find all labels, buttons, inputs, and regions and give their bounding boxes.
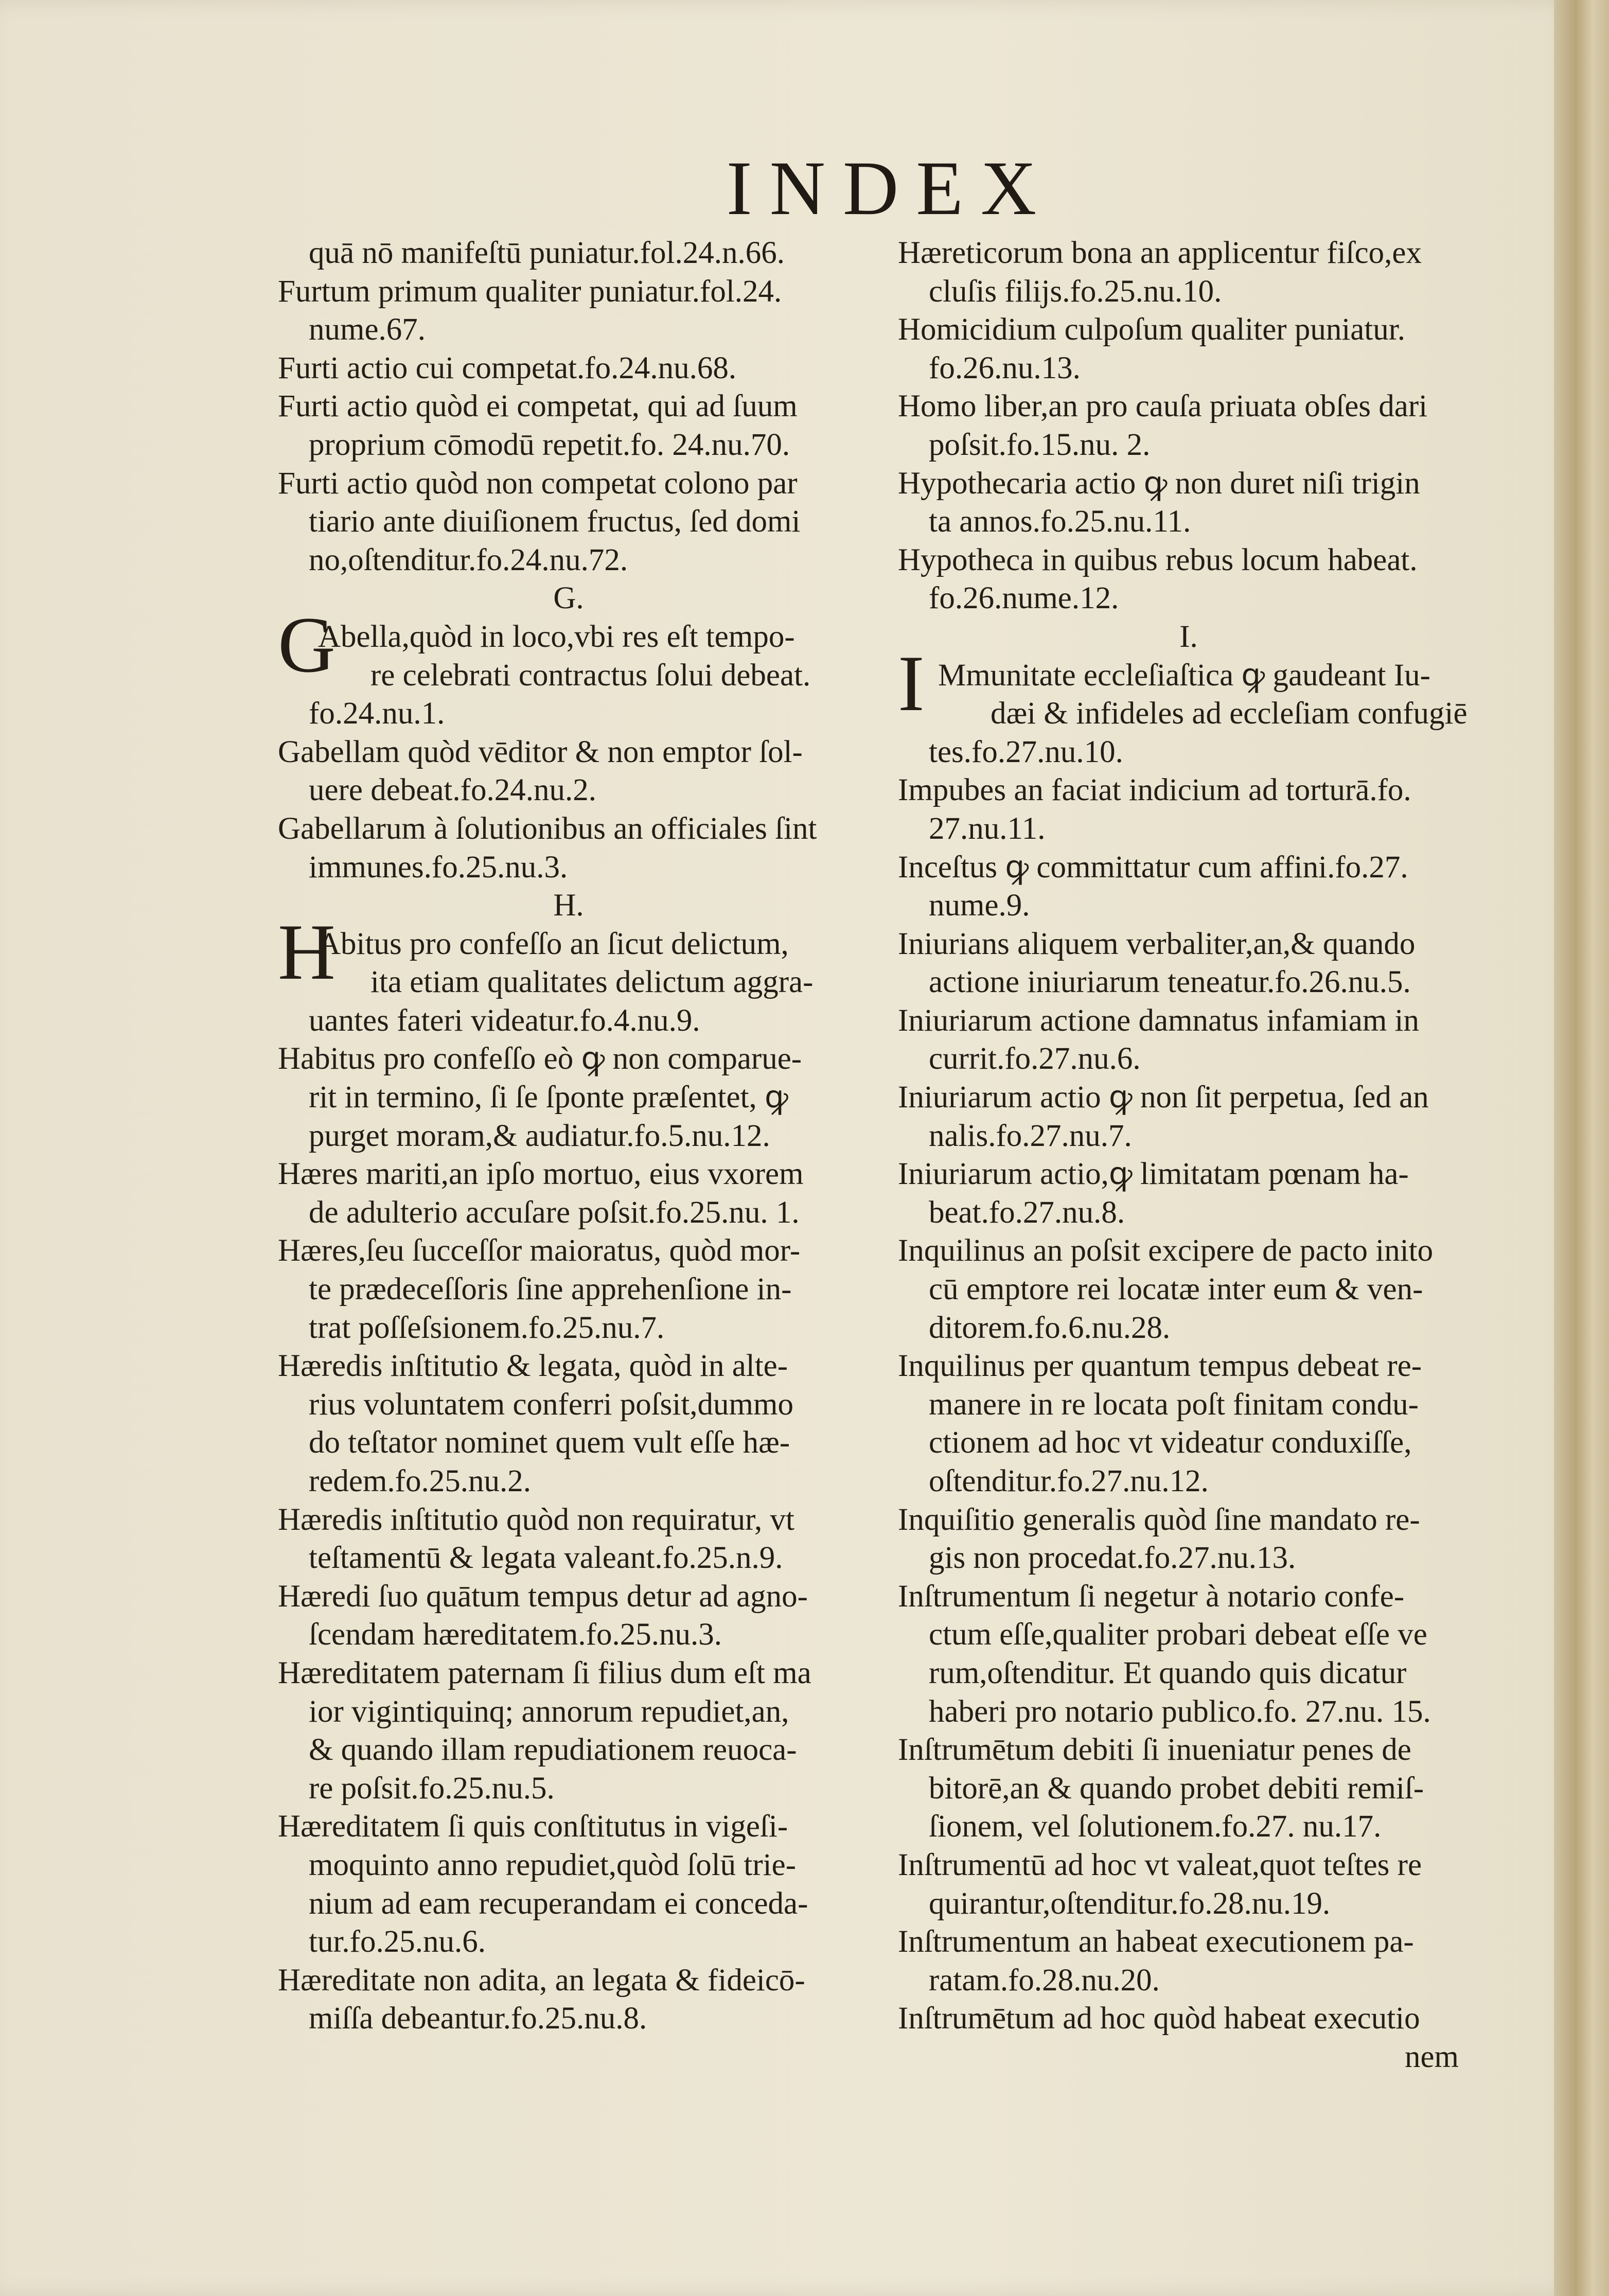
index-entry: nalis.fo.27.nu.7. — [929, 1118, 1132, 1153]
index-entry: Furti actio quòd ei competat, qui ad ſuum — [278, 389, 798, 424]
index-entry: nium ad eam recuperandam ei conceda- — [309, 1886, 808, 1921]
index-entry: Iniuriarum actio ꝙ non ſit perpetua, ſed an — [898, 1080, 1429, 1115]
index-entry: nume.9. — [929, 888, 1030, 923]
index-entry: cluſis filijs.fo.25.nu.10. — [929, 274, 1222, 309]
index-entry: fo.26.nu.13. — [929, 350, 1081, 385]
index-entry: Hæres mariti,an ipſo mortuo, eius vxorem — [278, 1157, 804, 1192]
index-entry: Impubes an faciat indicium ad torturā.fo. — [898, 773, 1411, 808]
index-entry: Hæreditatem paternam ſi filius dum eſt ma — [278, 1655, 811, 1690]
index-entry: Homicidium culpoſum qualiter puniatur. — [898, 312, 1406, 347]
index-entry: Hæredis inſtitutio & legata, quòd in alte- — [278, 1349, 788, 1384]
index-entry: dæi & infideles ad eccleſiam confugiē — [991, 696, 1467, 731]
index-entry: tiario ante diuiſionem fructus, ſed domi — [309, 504, 801, 539]
index-entry: Gabellarum à ſolutionibus an officiales ſint — [278, 811, 817, 846]
index-entry: Hæres,ſeu ſucceſſor maioratus, quòd mor- — [278, 1233, 801, 1268]
index-entry: poſsit.fo.15.nu. 2. — [929, 427, 1151, 462]
index-entry: Hæreticorum bona an applicentur fiſco,ex — [898, 236, 1422, 270]
index-entry: ditorem.fo.6.nu.28. — [929, 1310, 1171, 1345]
index-entry: Furtum primum qualiter puniatur.fol.24. — [278, 274, 782, 309]
index-entry: quirantur,oſtenditur.fo.28.nu.19. — [929, 1886, 1331, 1921]
index-entry: moquinto anno repudiet,quòd ſolū trie- — [309, 1847, 797, 1882]
index-entry: miſſa debeantur.fo.25.nu.8. — [309, 2001, 647, 2036]
index-entry: rit in termino, ſi ſe ſponte præſentet, ꝙ — [309, 1080, 788, 1115]
index-entry: Inſtrumētum debiti ſi inueniatur penes de — [898, 1733, 1411, 1768]
index-column-right — [898, 234, 1479, 2077]
index-entry: haberi pro notario publico.fo. 27.nu. 15. — [929, 1694, 1431, 1729]
index-entry: Inſtrumentum an habeat executionem pa- — [898, 1924, 1414, 1959]
index-entry: tur.fo.25.nu.6. — [309, 1924, 486, 1959]
index-entry: redem.fo.25.nu.2. — [309, 1464, 531, 1498]
index-entry: trat poſſeſsionem.fo.25.nu.7. — [309, 1310, 665, 1345]
index-entry: Hypothecaria actio ꝙ non duret niſi trigin — [898, 466, 1420, 501]
section-letter-g: G. — [553, 581, 584, 616]
index-entry: Iniuriarum actione damnatus infamiam in — [898, 1003, 1419, 1038]
index-entry: quā nō manifeſtū puniatur.fol.24.n.66. — [309, 236, 785, 270]
section-letter-i: I. — [1179, 619, 1198, 654]
index-entry: Inquilinus an poſsit excipere de pacto inito — [898, 1233, 1434, 1268]
index-entry: Gabellam quòd vēditor & non emptor ſol- — [278, 734, 803, 769]
index-entry: fo.24.nu.1. — [309, 696, 445, 731]
index-entry: purget moram,& audiatur.fo.5.nu.12. — [309, 1118, 770, 1153]
index-entry: Inquilinus per quantum tempus debeat re- — [898, 1349, 1422, 1384]
index-entry: Inſtrumentū ad hoc vt valeat,quot teſtes re — [898, 1847, 1422, 1882]
index-entry: bitorē,an & quando probet debiti remiſ- — [929, 1771, 1424, 1806]
index-entry: Hæredis inſtitutio quòd non requiratur, vt — [278, 1502, 794, 1537]
index-entry: tes.fo.27.nu.10. — [929, 734, 1123, 769]
index-entry: Inſtrumētum ad hoc quòd habeat executio — [898, 2001, 1420, 2036]
index-entry: ta annos.fo.25.nu.11. — [929, 504, 1191, 539]
index-entry-text: Abitus pro confeſſo an ſicut delictum, — [318, 926, 789, 961]
index-entry: Furti actio cui competat.fo.24.nu.68. — [278, 350, 737, 385]
index-entry: Hæreditate non adita, an legata & fideicō- — [278, 1963, 805, 1998]
index-entry: Hypotheca in quibus rebus locum habeat. — [898, 542, 1418, 577]
page-title: INDEX — [726, 146, 1054, 231]
index-entry: actione iniuriarum teneatur.fo.26.nu.5. — [929, 965, 1411, 1000]
index-entry: Homo liber,an pro cauſa priuata obſes dari — [898, 389, 1428, 424]
index-entry: Inquiſitio generalis quòd ſine mandato re- — [898, 1502, 1420, 1537]
catchword: nem — [1404, 2039, 1459, 2074]
index-entry: Hæredi ſuo quātum tempus detur ad agno- — [278, 1579, 808, 1614]
index-entry: oſtenditur.fo.27.nu.12. — [929, 1464, 1209, 1498]
index-entry: teſtamentū & legata valeant.fo.25.n.9. — [309, 1541, 783, 1576]
index-entry: uantes fateri videatur.fo.4.nu.9. — [309, 1003, 700, 1038]
index-entry: Furti actio quòd non competat colono par — [278, 466, 798, 501]
index-entry: do teſtator nominet quem vult eſſe hæ- — [309, 1425, 790, 1460]
index-entry: proprium cōmodū repetit.fo. 24.nu.70. — [309, 427, 790, 462]
dropcap-i: I — [898, 639, 925, 728]
index-entry: rius voluntatem conferri poſsit,dummo — [309, 1387, 793, 1422]
index-entry: manere in re locata poſt finitam condu- — [929, 1387, 1419, 1422]
index-entry: Habitus pro confeſſo eò ꝙ non comparue- — [278, 1041, 802, 1076]
index-entry: ior vigintiquinq; annorum repudiet,an, — [309, 1694, 789, 1729]
index-entry: Iniurians aliquem verbaliter,an,& quando — [898, 926, 1416, 961]
index-entry: rum,oſtenditur. Et quando quis dicatur — [929, 1655, 1407, 1690]
index-entry: 27.nu.11. — [929, 811, 1046, 846]
index-entry: & quando illam repudiationem reuoca- — [309, 1733, 797, 1768]
index-entry: currit.fo.27.nu.6. — [929, 1041, 1141, 1076]
page-edge — [1554, 0, 1609, 2296]
index-entry: nume.67. — [309, 312, 426, 347]
index-entry: ita etiam qualitates delictum aggra- — [370, 965, 814, 1000]
dropcap-h: H — [278, 907, 335, 996]
index-entry: immunes.fo.25.nu.3. — [309, 850, 568, 885]
index-entry: Hæreditatem ſi quis conſtitutus in vigeſi- — [278, 1809, 788, 1844]
index-entry: ſionem, vel ſolutionem.fo.27. nu.17. — [929, 1809, 1382, 1844]
index-entry: Iniuriarum actio,ꝙ limitatam pœnam ha- — [898, 1157, 1409, 1192]
index-entry-text: Mmunitate eccleſiaſtica ꝙ gaudeant Iu- — [938, 658, 1430, 693]
index-entry-text: Abella,quòd in loco,vbi res eſt tempo- — [318, 619, 795, 654]
index-entry: ctum eſſe,qualiter probari debeat eſſe ve — [929, 1617, 1427, 1652]
index-entry: Inſtrumentum ſi negetur à notario confe- — [898, 1579, 1405, 1614]
index-entry: gis non procedat.fo.27.nu.13. — [929, 1541, 1296, 1576]
index-entry: beat.fo.27.nu.8. — [929, 1195, 1125, 1230]
dropcap-g: G — [278, 600, 335, 689]
index-entry: re celebrati contractus ſolui debeat. — [370, 658, 811, 693]
index-entry: cū emptore rei locatæ inter eum & ven- — [929, 1272, 1423, 1307]
index-entry: Inceſtus ꝙ committatur cum affini.fo.27. — [898, 850, 1408, 885]
index-entry: re poſsit.fo.25.nu.5. — [309, 1771, 555, 1806]
index-entry: te prædeceſſoris ſine apprehenſione in- — [309, 1272, 792, 1307]
index-entry: ratam.fo.28.nu.20. — [929, 1963, 1160, 1998]
section-letter-h: H. — [553, 888, 584, 923]
index-entry: ſcendam hæreditatem.fo.25.nu.3. — [309, 1617, 722, 1652]
index-entry: fo.26.nume.12. — [929, 581, 1119, 616]
index-entry: ctionem ad hoc vt videatur conduxiſſe, — [929, 1425, 1412, 1460]
index-entry: no,oſtenditur.fo.24.nu.72. — [309, 542, 628, 577]
index-column-left — [278, 234, 859, 2038]
index-entry: de adulterio accuſare poſsit.fo.25.nu. 1. — [309, 1195, 800, 1230]
index-entry: uere debeat.fo.24.nu.2. — [309, 773, 596, 808]
